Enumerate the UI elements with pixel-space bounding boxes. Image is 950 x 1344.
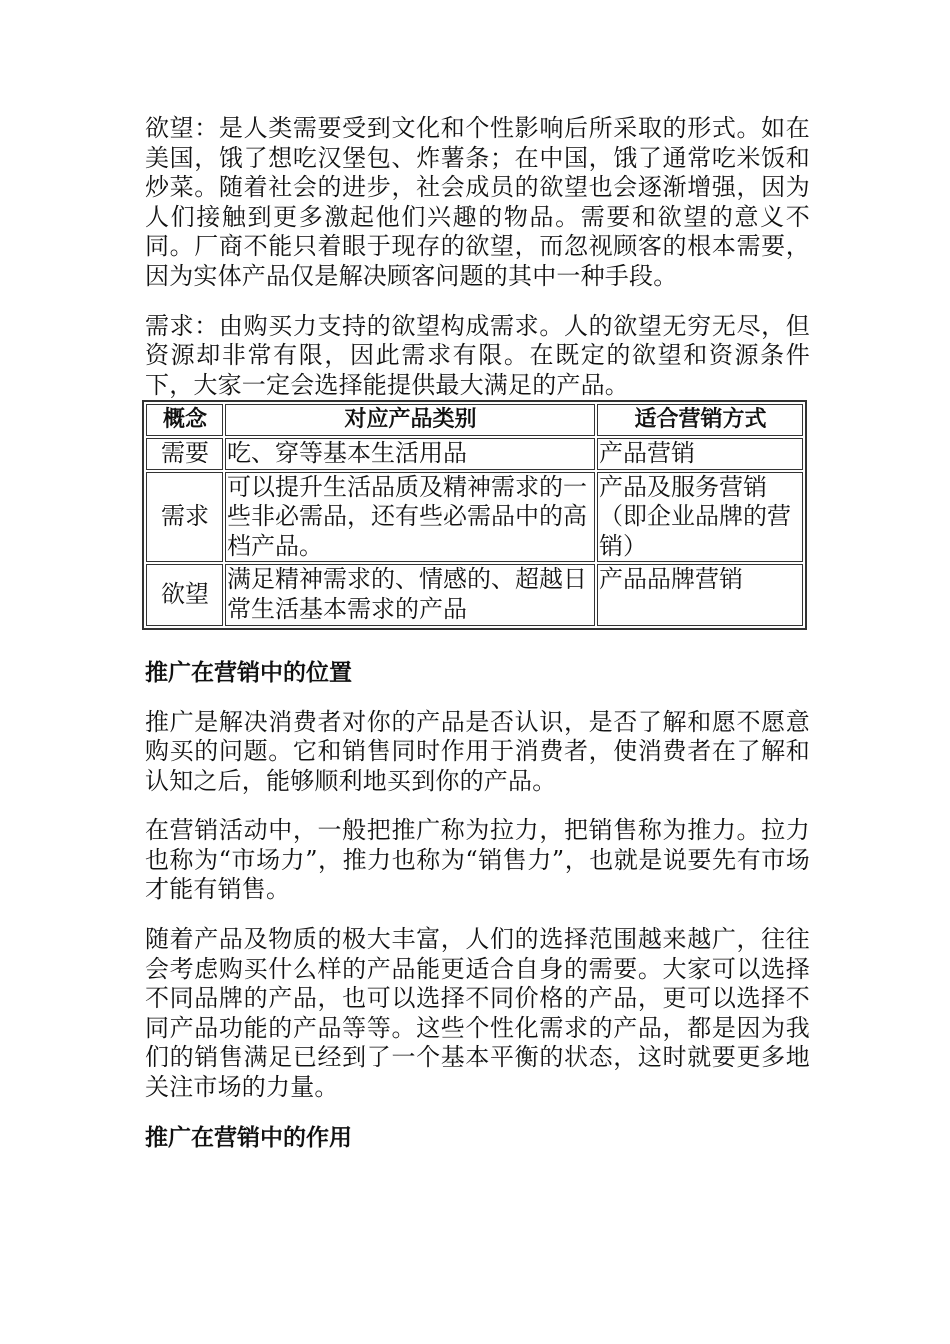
cell-product-category: 吃、穿等基本生活用品 xyxy=(225,438,595,470)
document-page xyxy=(145,114,810,1173)
section-heading-promotion-position: 推广在营销中的位置 xyxy=(145,659,352,686)
paragraph-promotion-purpose: 推广是解决消费者对你的产品是否认识，是否了解和愿不愿意购买的问题。它和销售同时作用于消费者，使消费者在了解和认知之后，能够顺利地买到你的产品。 xyxy=(145,707,810,795)
paragraph-pull-push: 在营销活动中，一般把推广称为拉力，把销售称为推力。拉力也称为“市场力”，推力也称为“销售力”，也就是说要先有市场才能有销售。 xyxy=(145,816,810,904)
cell-product-category: 满足精神需求的、情感的、超越日常生活基本需求的产品 xyxy=(225,564,595,625)
cell-marketing-method: 产品营销 xyxy=(597,438,803,470)
table-row xyxy=(146,472,803,563)
cell-product-category: 可以提升生活品质及精神需求的一些非必需品，还有些必需品中的高档产品。 xyxy=(225,472,595,563)
cell-concept: 需求 xyxy=(146,472,223,563)
paragraph-product-abundance: 随着产品及物质的极大丰富，人们的选择范围越来越广，往往会考虑购买什么样的产品能更适合自身的需要。大家可以选择不同品牌的产品，也可以选择不同价格的产品，更可以选择不同产品功能的产品等等。这些个性化需求的产品，都是因为我们的销售满足已经到了一个基本平衡的状态，这时就要更多地关注市场的力量。 xyxy=(145,925,810,1102)
paragraph-desire-definition: 欲望：是人类需要受到文化和个性影响后所采取的形式。如在美国，饿了想吃汉堡包、炸薯条；在中国，饿了通常吃米饭和炒菜。随着社会的进步，社会成员的欲望也会逐渐增强，因为人们接触到更多激起他们兴趣的物品。需要和欲望的意义不同。厂商不能只着眼于现存的欲望，而忽视顾客的根本需要，因为实体产品仅是解决顾客问题的其中一种手段。 xyxy=(145,114,810,290)
table-row xyxy=(146,564,803,625)
cell-marketing-method: 产品品牌营销 xyxy=(597,564,803,625)
cell-concept: 需要 xyxy=(146,438,223,470)
cell-marketing-method: 产品及服务营销（即企业品牌的营销） xyxy=(597,472,803,563)
header-product-category: 对应产品类别 xyxy=(225,404,595,436)
paragraph-demand-definition: 需求：由购买力支持的欲望构成需求。人的欲望无穷无尽，但资源却非常有限，因此需求有限。在既定的欲望和资源条件下，大家一定会选择能提供最大满足的产品。 xyxy=(145,311,810,399)
header-marketing-method: 适合营销方式 xyxy=(597,404,803,436)
table-row xyxy=(146,438,803,470)
header-concept: 概念 xyxy=(146,404,223,436)
cell-concept: 欲望 xyxy=(146,564,223,625)
table-header-row xyxy=(146,404,803,436)
concept-table xyxy=(142,400,807,629)
section-heading-promotion-role: 推广在营销中的作用 xyxy=(145,1124,352,1151)
